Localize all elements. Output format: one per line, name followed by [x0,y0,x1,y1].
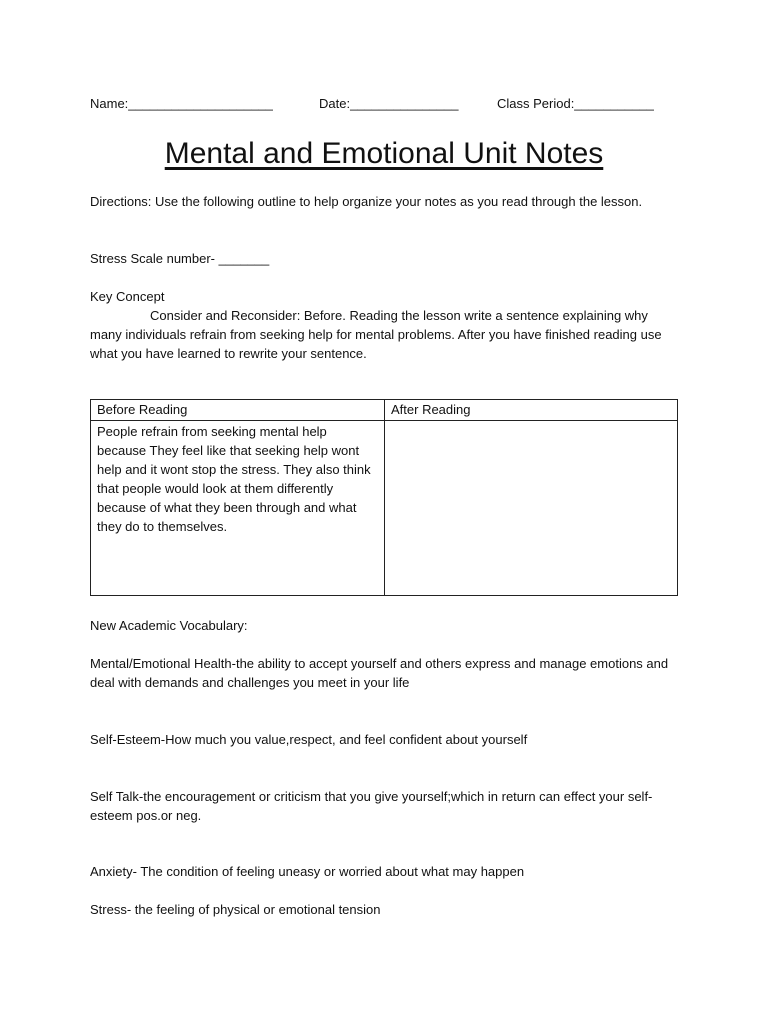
before-reading-cell: People refrain from seeking mental help because They feel like that seeking help wont help and it wont stop the stress. They also think that people would look at them differently because of what they been through and what they do to themselves. [91,421,385,596]
vocab-item: Self Talk-the encouragement or criticism that you give yourself;which in return can effect your self-esteem pos.or neg. [90,789,653,823]
vocab-item: Stress- the feeling of physical or emotional tension [90,902,381,917]
vocabulary-heading: New Academic Vocabulary: [90,618,248,633]
class-period-field: Class Period:___________ [497,96,654,111]
vocab-item: Mental/Emotional Health-the ability to accept yourself and others express and manage emotions and deal with demands and challenges you meet in your life [90,656,669,690]
before-reading-header: Before Reading [91,400,385,421]
after-reading-header: After Reading [385,400,678,421]
directions-text: Directions: Use the following outline to help organize your notes as you read through the lesson. [90,194,643,209]
vocab-item: Anxiety- The condition of feeling uneasy or worried about what may happen [90,864,525,879]
key-concept-heading: Key Concept [90,289,165,304]
page-title: Mental and Emotional Unit Notes [164,137,604,170]
key-concept-text: Consider and Reconsider: Before. Reading the lesson write a sentence explaining why many individuals refrain from seeking help for mental problems. After you have finished reading use what you have learned to rewrite your sentence. [90,308,662,361]
reading-table [90,399,678,596]
vocab-item: Self-Esteem-How much you value,respect, and feel confident about yourself [90,732,528,747]
after-reading-cell [385,421,678,596]
name-field: Name:____________________ [90,96,273,111]
date-field: Date:_______________ [319,96,459,111]
stress-scale-line: Stress Scale number- _______ [90,251,270,266]
